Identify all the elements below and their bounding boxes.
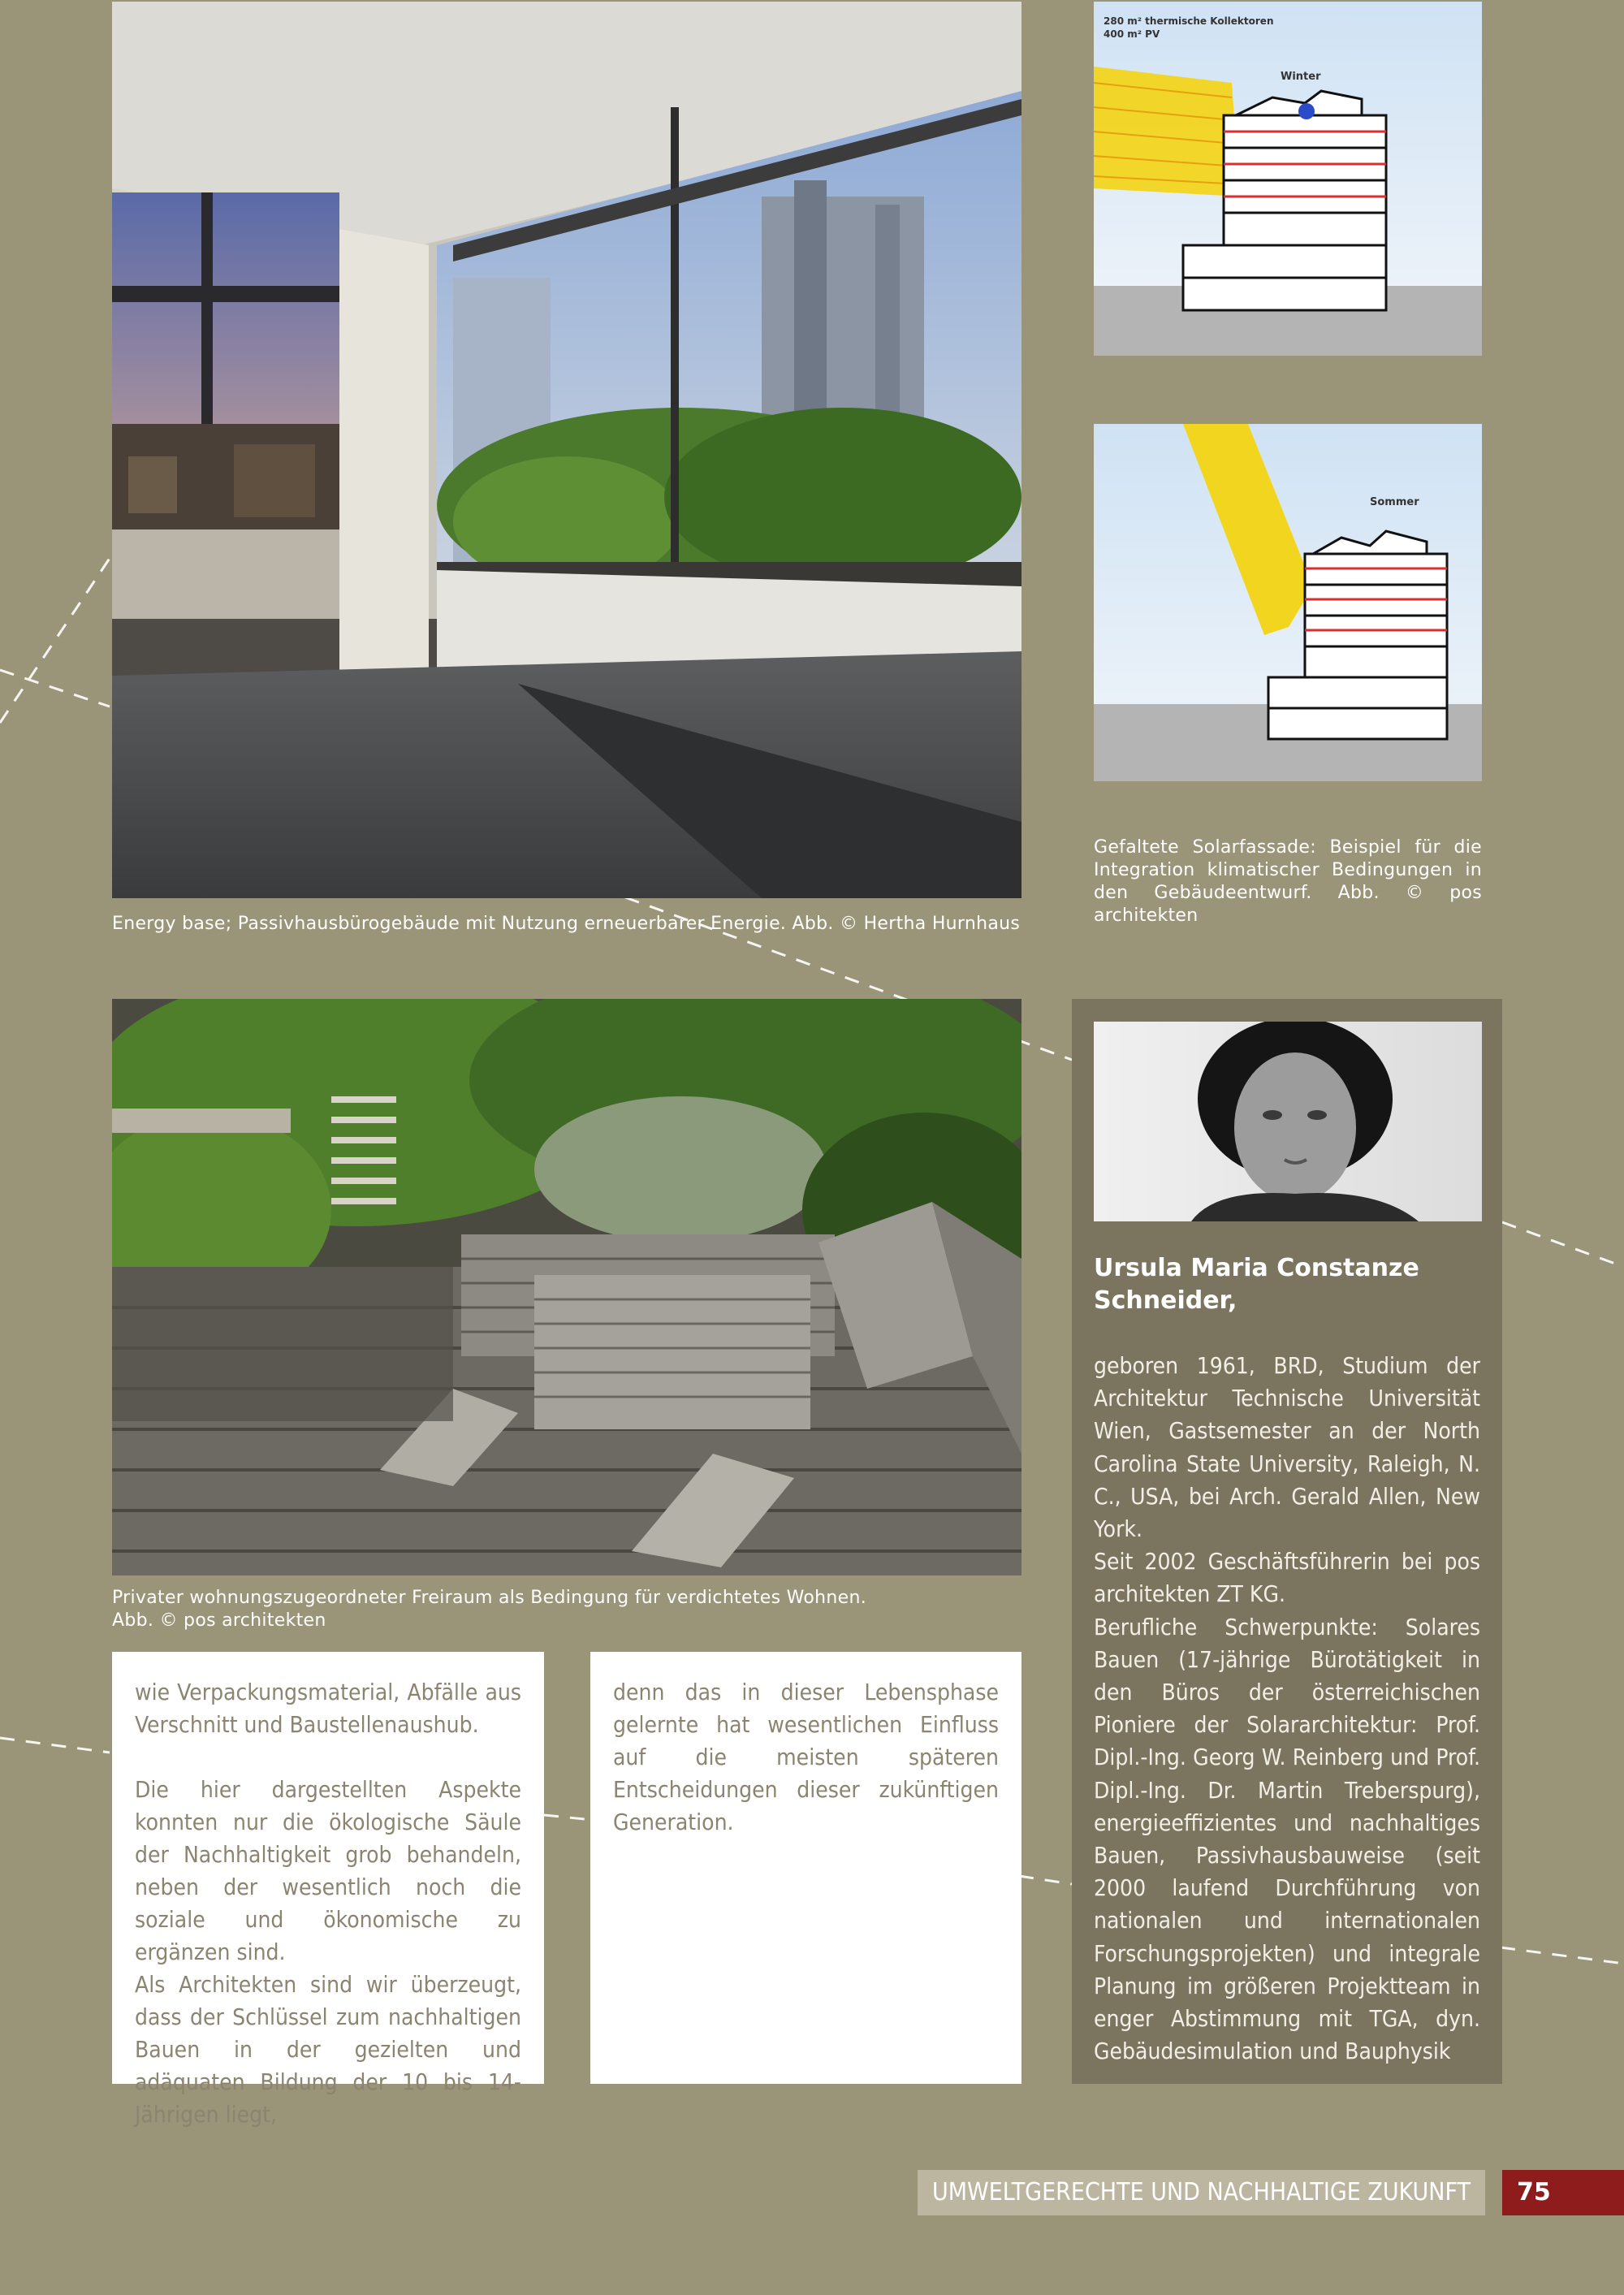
bio-paragraph-1: geboren 1961, BRD, Studium der Architektur Technische Universität Wien, Gastsemester an der North Carolina State University, Raleigh, N. C., USA, bei Arch. Gerald Allen, New York.	[1094, 1352, 1480, 1543]
author-name-line1: Ursula Maria Constanze	[1094, 1254, 1419, 1282]
winter-section-diagram	[1094, 2, 1482, 356]
summer-section-diagram	[1094, 424, 1482, 781]
text-column-1	[112, 1652, 544, 2128]
bio-paragraph-2: Seit 2002 Geschäftsführerin bei pos architekten ZT KG.	[1094, 1548, 1480, 1608]
column1-paragraph-1: wie Verpackungsmaterial, Abfälle aus Verschnitt und Baustellenaushub.	[135, 1679, 521, 1738]
collectors-label-1: 280 m² thermische Kollektoren	[1104, 15, 1274, 27]
author-name-line2: Schneider,	[1094, 1286, 1237, 1315]
summer-label: Sommer	[1370, 496, 1419, 508]
section-title: UMWELTGERECHTE UND NACHHALTIGE ZUKUNFT	[918, 2170, 1485, 2215]
column1-paragraph-2: Die hier dargestellten Aspekte konnten nur die ökologische Säule der Nachhaltigkeit grob behandeln, neben der wesentlich noch die soziale und ökonomische zu ergänzen sind.	[135, 1776, 521, 1965]
winter-label: Winter	[1281, 71, 1321, 83]
portrait-photo	[1094, 1022, 1482, 1221]
bio-paragraph-3: Berufliche Schwerpunkte: Solares Bauen (17-jährige Bürotätigkeit in den Büros der österreichischen Pioniere der Solararchitektur: Prof. Dipl.-Ing. Georg W. Reinberg und Prof. Dipl.-Ing. Dr. Martin Treberspurg), energieeffizientes und nachhaltiges Bauen, Passivhausbauweise (seit 2000 laufend Durchführung von nationalen und internationalen Forschungsprojekten) und integrale Planung im größeren Projektteam in enger Abstimmung mit TGA, dyn. Gebäudesimulation und Bauphysik	[1094, 1613, 1480, 2065]
author-bio-text	[1094, 1350, 1480, 2068]
column1-paragraph-3: Als Architekten sind wir überzeugt, dass der Schlüssel zum nachhaltigen Bauen in der gezielten und adäquaten Bildung der 10 bis 14-Jährigen liegt,	[135, 1971, 521, 2128]
text-column-2	[590, 1652, 1021, 2084]
terrace-caption-line1: Privater wohnungszugeordneter Freiraum als Bedingung für verdichtetes Wohnen.	[112, 1588, 867, 1608]
column2-paragraph-1: denn das in dieser Lebensphase gelernte hat wesentlichen Einfluss auf die meisten späteren Entscheidungen dieser zukünftigen Generation.	[613, 1679, 999, 1835]
terrace-caption-line2: Abb. © pos architekten	[112, 1610, 326, 1631]
collectors-label-2: 400 m² PV	[1104, 28, 1160, 40]
top-photo-caption: Energy base; Passivhausbürogebäude mit Nutzung erneuerbarer Energie. Abb. © Hertha Hurnhaus	[112, 914, 1021, 934]
office-interior-photo	[112, 2, 1021, 898]
solar-facade-caption: Gefaltete Solarfassade: Beispiel für die Integration klimatischer Bedingungen in den Gebäudeentwurf. Abb. © pos architekten	[1094, 837, 1482, 926]
page-number: 75	[1502, 2170, 1624, 2215]
roof-terrace-photo	[112, 999, 1021, 1575]
